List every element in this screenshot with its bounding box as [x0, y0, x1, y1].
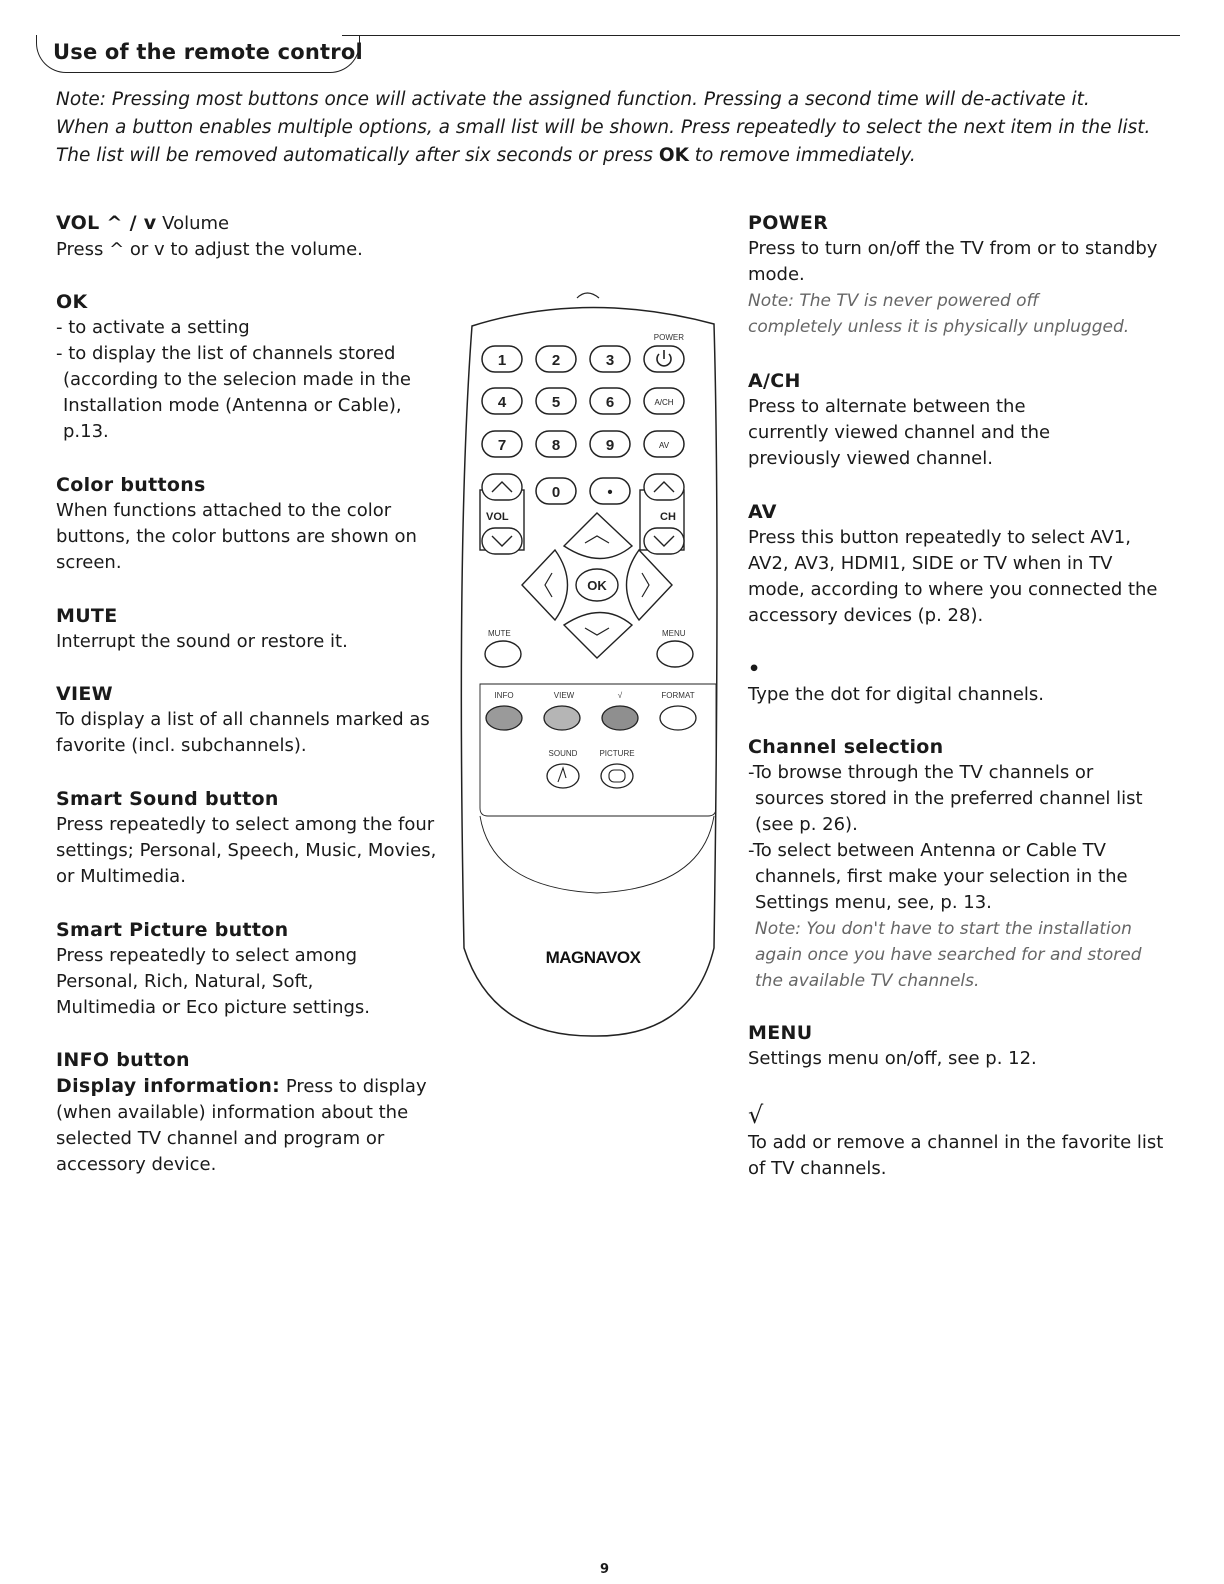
info-button[interactable]	[486, 706, 522, 730]
vol-down-button[interactable]	[482, 528, 522, 554]
section-ok: OK - to activate a setting - to display the list of channels stored (according to the selecion made in the Installation mode (Antenna or Cable), p.13.	[56, 291, 412, 442]
section-av: AV Press this button repeatedly to select AV1, AV2, AV3, HDMI1, SIDE or TV when in TV mode, according to where you connected the accessory devices (p. 28).	[748, 501, 1158, 626]
menu-button[interactable]	[657, 641, 693, 667]
ch-label: CH	[660, 511, 676, 523]
note-line-1: Note: Pressing most buttons once will activate the assigned function. Pressing a second time will de-activate it.	[56, 89, 1090, 110]
favorite-label: √	[617, 691, 623, 700]
digit-label: 9	[605, 437, 615, 454]
section-channel-selection: Channel selection -To browse through the TV channels or sources stored in the preferred channel list (see p. 26). -To select between Antenna or Cable TV channels, first make your selection in the Settings menu, see, p. 13. Note: You don't have to start the installation again once you have searched for and stored the available TV channels.	[748, 736, 1143, 991]
note-line-3: The list will be removed automatically after six seconds or press OK to remove immediately.	[56, 145, 916, 166]
section-info: INFO button Display information: Press to display (when available) information about the selected TV channel and program or accessory device.	[56, 1049, 427, 1175]
down-arrow-button[interactable]	[564, 613, 632, 659]
av-label: AV	[658, 441, 670, 450]
format-button[interactable]	[660, 706, 696, 730]
section-dot: • Type the dot for digital channels.	[748, 658, 1045, 705]
ach-label: A/CH	[654, 398, 674, 407]
sound-label: SOUND	[548, 749, 578, 758]
section-smart-sound: Smart Sound button Press repeatedly to select among the four settings; Personal, Speech, Music, Movies, or Multimedia.	[56, 788, 437, 887]
vol-title: VOL ^ / v	[56, 212, 157, 234]
digit-label: 4	[497, 394, 507, 411]
ch-up-button[interactable]	[644, 474, 684, 500]
section-favorite: √ To add or remove a channel in the favorite list of TV channels.	[748, 1101, 1164, 1179]
view-label: VIEW	[553, 691, 575, 700]
section-vol: VOL ^ / v Volume Press ^ or v to adjust the volume.	[56, 210, 363, 263]
favorite-button[interactable]	[602, 706, 638, 730]
format-label: FORMAT	[661, 691, 695, 700]
vol-label: VOL	[486, 511, 509, 523]
digit-label: 7	[497, 437, 507, 454]
digit-label: 3	[605, 352, 615, 369]
section-menu: MENU Settings menu on/off, see p. 12.	[748, 1022, 1037, 1069]
digit-label: 5	[551, 394, 561, 411]
ok-title: OK	[56, 291, 88, 313]
info-label: INFO	[494, 691, 514, 700]
smart-picture-button[interactable]	[601, 764, 633, 788]
menu-label: MENU	[662, 629, 686, 638]
digit-label: 1	[497, 352, 507, 369]
view-button[interactable]	[544, 706, 580, 730]
section-color-buttons: Color buttons When functions attached to the color buttons, the color buttons are shown on screen.	[56, 474, 417, 573]
header-rule	[342, 35, 1180, 36]
section-view: VIEW To display a list of all channels marked as favorite (incl. subchannels).	[56, 683, 430, 756]
note-line-2: When a button enables multiple options, a small list will be shown. Press repeatedly to select the next item in the list.	[56, 117, 1151, 138]
up-arrow-button[interactable]	[564, 513, 632, 559]
digit-label: •	[607, 484, 613, 501]
digit-label: 6	[605, 394, 615, 411]
mute-button[interactable]	[485, 641, 521, 667]
brand-logo: MAGNAVOX	[545, 948, 641, 967]
vol-up-button[interactable]	[482, 474, 522, 500]
digit-label: 0	[551, 484, 561, 501]
remote-control-illustration	[452, 288, 742, 1038]
section-power: POWER Press to turn on/off the TV from or to standby mode. Note: The TV is never powered off completely unless it is physically unplugged.	[748, 212, 1158, 337]
page-number: 9	[600, 1562, 610, 1577]
picture-label: PICTURE	[599, 749, 635, 758]
power-label: POWER	[653, 333, 684, 342]
page-title: Use of the remote control	[53, 40, 363, 64]
section-mute: MUTE Interrupt the sound or restore it.	[56, 605, 348, 652]
digit-label: 2	[551, 352, 561, 369]
digit-label: 8	[551, 437, 561, 454]
section-ach: A/CH Press to alternate between the currently viewed channel and the previously viewed channel.	[748, 370, 1051, 469]
ok-label: OK	[587, 578, 607, 593]
section-smart-picture: Smart Picture button Press repeatedly to select among Personal, Rich, Natural, Soft, Multimedia or Eco picture settings.	[56, 919, 371, 1018]
vol-text: Press ^ or v to adjust the volume.	[56, 239, 363, 260]
ch-down-button[interactable]	[644, 528, 684, 554]
mute-label: MUTE	[488, 629, 511, 638]
